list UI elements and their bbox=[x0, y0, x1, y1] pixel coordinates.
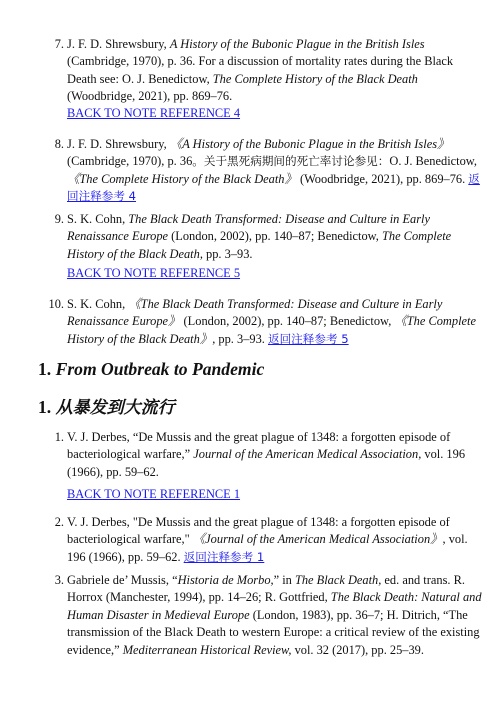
endnote-text bbox=[67, 211, 482, 263]
citation-text: V. J. Derbes, "De Mussis and the great plague of 1348: a forgotten episode of bacteriological warfare," bbox=[67, 515, 450, 547]
chapter-title: From Outbreak to Pandemic bbox=[55, 359, 265, 379]
book-title: 《The Black Death Transformed: Disease and Culture in Early Renaissance Europe》 bbox=[67, 297, 443, 329]
book-title: The Complete History of the Black Death, bbox=[67, 229, 452, 261]
chapter-number: 1. bbox=[38, 359, 56, 379]
return-to-note-reference-5-link[interactable]: 返回注释参考 5 bbox=[267, 331, 349, 346]
endnote-text bbox=[67, 429, 482, 481]
citation-text: V. J. Derbes, “De Mussis and the great plague of 1348: a forgotten episode of bacteriological warfare,” bbox=[67, 430, 451, 462]
journal-title: Mediterranean Historical Review, bbox=[122, 642, 292, 657]
citation-text: , pp. 3–93. bbox=[212, 331, 268, 346]
book-title: The Black Death, bbox=[294, 573, 382, 587]
endnote-8 bbox=[30, 136, 482, 206]
chapter-heading-en bbox=[38, 358, 264, 380]
back-to-note-reference-5-link[interactable]: BACK TO NOTE REFERENCE 5 bbox=[67, 266, 241, 280]
citation-text: (London, 2002), pp. 140–87; Benedictow, bbox=[168, 229, 382, 244]
citation-text: Gabriele de’ Mussis, “ bbox=[67, 573, 178, 587]
book-title: The Complete History of the Black Death bbox=[212, 71, 418, 86]
book-title: 《The Complete History of the Black Death》 bbox=[67, 171, 297, 186]
endnote-number: 1. bbox=[54, 430, 64, 444]
citation-text: (Cambridge, 1970), p. 36 bbox=[67, 154, 193, 169]
endnote-1 bbox=[30, 429, 482, 481]
citation-text: (London, 1983), pp. 36–7; H. Ditrich, “The transmission of the Black Death to western Europe: a critical review of the existing evidence,” bbox=[67, 607, 480, 657]
endnote-number: 10. bbox=[48, 297, 64, 311]
citation-text: S. K. Cohn, bbox=[67, 212, 129, 226]
endnote-number: 7. bbox=[54, 37, 64, 51]
citation-text: J. F. D. Shrewsbury, bbox=[67, 37, 170, 51]
book-title: Historia de Morbo, bbox=[177, 573, 274, 587]
return-to-note-reference-1-link[interactable]: 返回注释参考 1 bbox=[183, 549, 265, 564]
citation-text: ed. and trans. R. Horrox (Manchester, 1994), pp. 14–26; R. Gottfried, bbox=[67, 573, 465, 605]
endnote-9 bbox=[30, 211, 482, 263]
citation-text: ” in bbox=[273, 573, 295, 587]
citation-text: O. J. Benedictow, bbox=[389, 154, 478, 169]
endnote-text bbox=[67, 36, 482, 106]
endnote-text bbox=[67, 136, 482, 206]
chapter-title: 从暴发到大流行 bbox=[55, 398, 175, 418]
citation-text: S. K. Cohn, bbox=[67, 297, 129, 311]
book-title: A History of the Bubonic Plague in the British Isles bbox=[169, 37, 425, 51]
endnote-text bbox=[67, 296, 482, 348]
citation-text: (Woodbridge, 2021), pp. 869–76. bbox=[296, 171, 469, 186]
chapter-number: 1. bbox=[38, 397, 56, 417]
endnote-7 bbox=[30, 36, 482, 106]
citation-text: (London, 2002), pp. 140–87; Benedictow, bbox=[180, 314, 395, 329]
journal-title: Journal of the American Medical Association, bbox=[193, 447, 422, 462]
endnote-number: 8. bbox=[54, 137, 64, 151]
book-title: The Black Death Transformed: Disease and Culture in Early Renaissance Europe bbox=[67, 212, 430, 244]
endnote-3 bbox=[30, 572, 482, 659]
citation-text: vol. 32 (2017), pp. 25–39. bbox=[291, 642, 424, 657]
return-to-note-reference-4-link[interactable]: 返回注释参考 4 bbox=[67, 171, 480, 204]
chapter-heading-zh bbox=[38, 396, 175, 419]
endnote-number: 3. bbox=[54, 573, 64, 587]
endnote-2 bbox=[30, 514, 482, 566]
book-title: 《A History of the Bubonic Plague in the British Isles》 bbox=[169, 137, 450, 151]
citation-text: (Cambridge, 1970), p. 36. For a discussion of mortality rates during the Black Death see: O. J. Benedictow, bbox=[67, 54, 454, 86]
book-title: 《The Complete History of the Black Death》 bbox=[67, 314, 476, 346]
endnote-number: 9. bbox=[54, 212, 64, 226]
citation-text: pp. 3–93. bbox=[202, 246, 253, 261]
citation-text: J. F. D. Shrewsbury, bbox=[67, 137, 170, 151]
citation-text: , vol. 196 (1966), pp. 59–62. bbox=[67, 532, 468, 564]
journal-title: 《Journal of the American Medical Association》 bbox=[192, 532, 443, 547]
endnote-text bbox=[67, 514, 482, 566]
book-title: The Black Death: Natural and Human Disaster in Medieval Europe bbox=[67, 590, 482, 622]
endnote-number: 2. bbox=[54, 515, 64, 529]
citation-text: (Woodbridge, 2021), pp. 869–76. bbox=[67, 89, 233, 104]
endnote-text bbox=[67, 572, 482, 659]
citation-text: vol. 196 (1966), pp. 59–62. bbox=[67, 447, 466, 479]
back-to-note-reference-4-link[interactable]: BACK TO NOTE REFERENCE 4 bbox=[67, 106, 241, 120]
chinese-text: 。关于黑死病期间的死亡率讨论参见： bbox=[192, 154, 390, 169]
endnote-10 bbox=[30, 296, 482, 348]
back-to-note-reference-1-link[interactable]: BACK TO NOTE REFERENCE 1 bbox=[67, 487, 241, 501]
